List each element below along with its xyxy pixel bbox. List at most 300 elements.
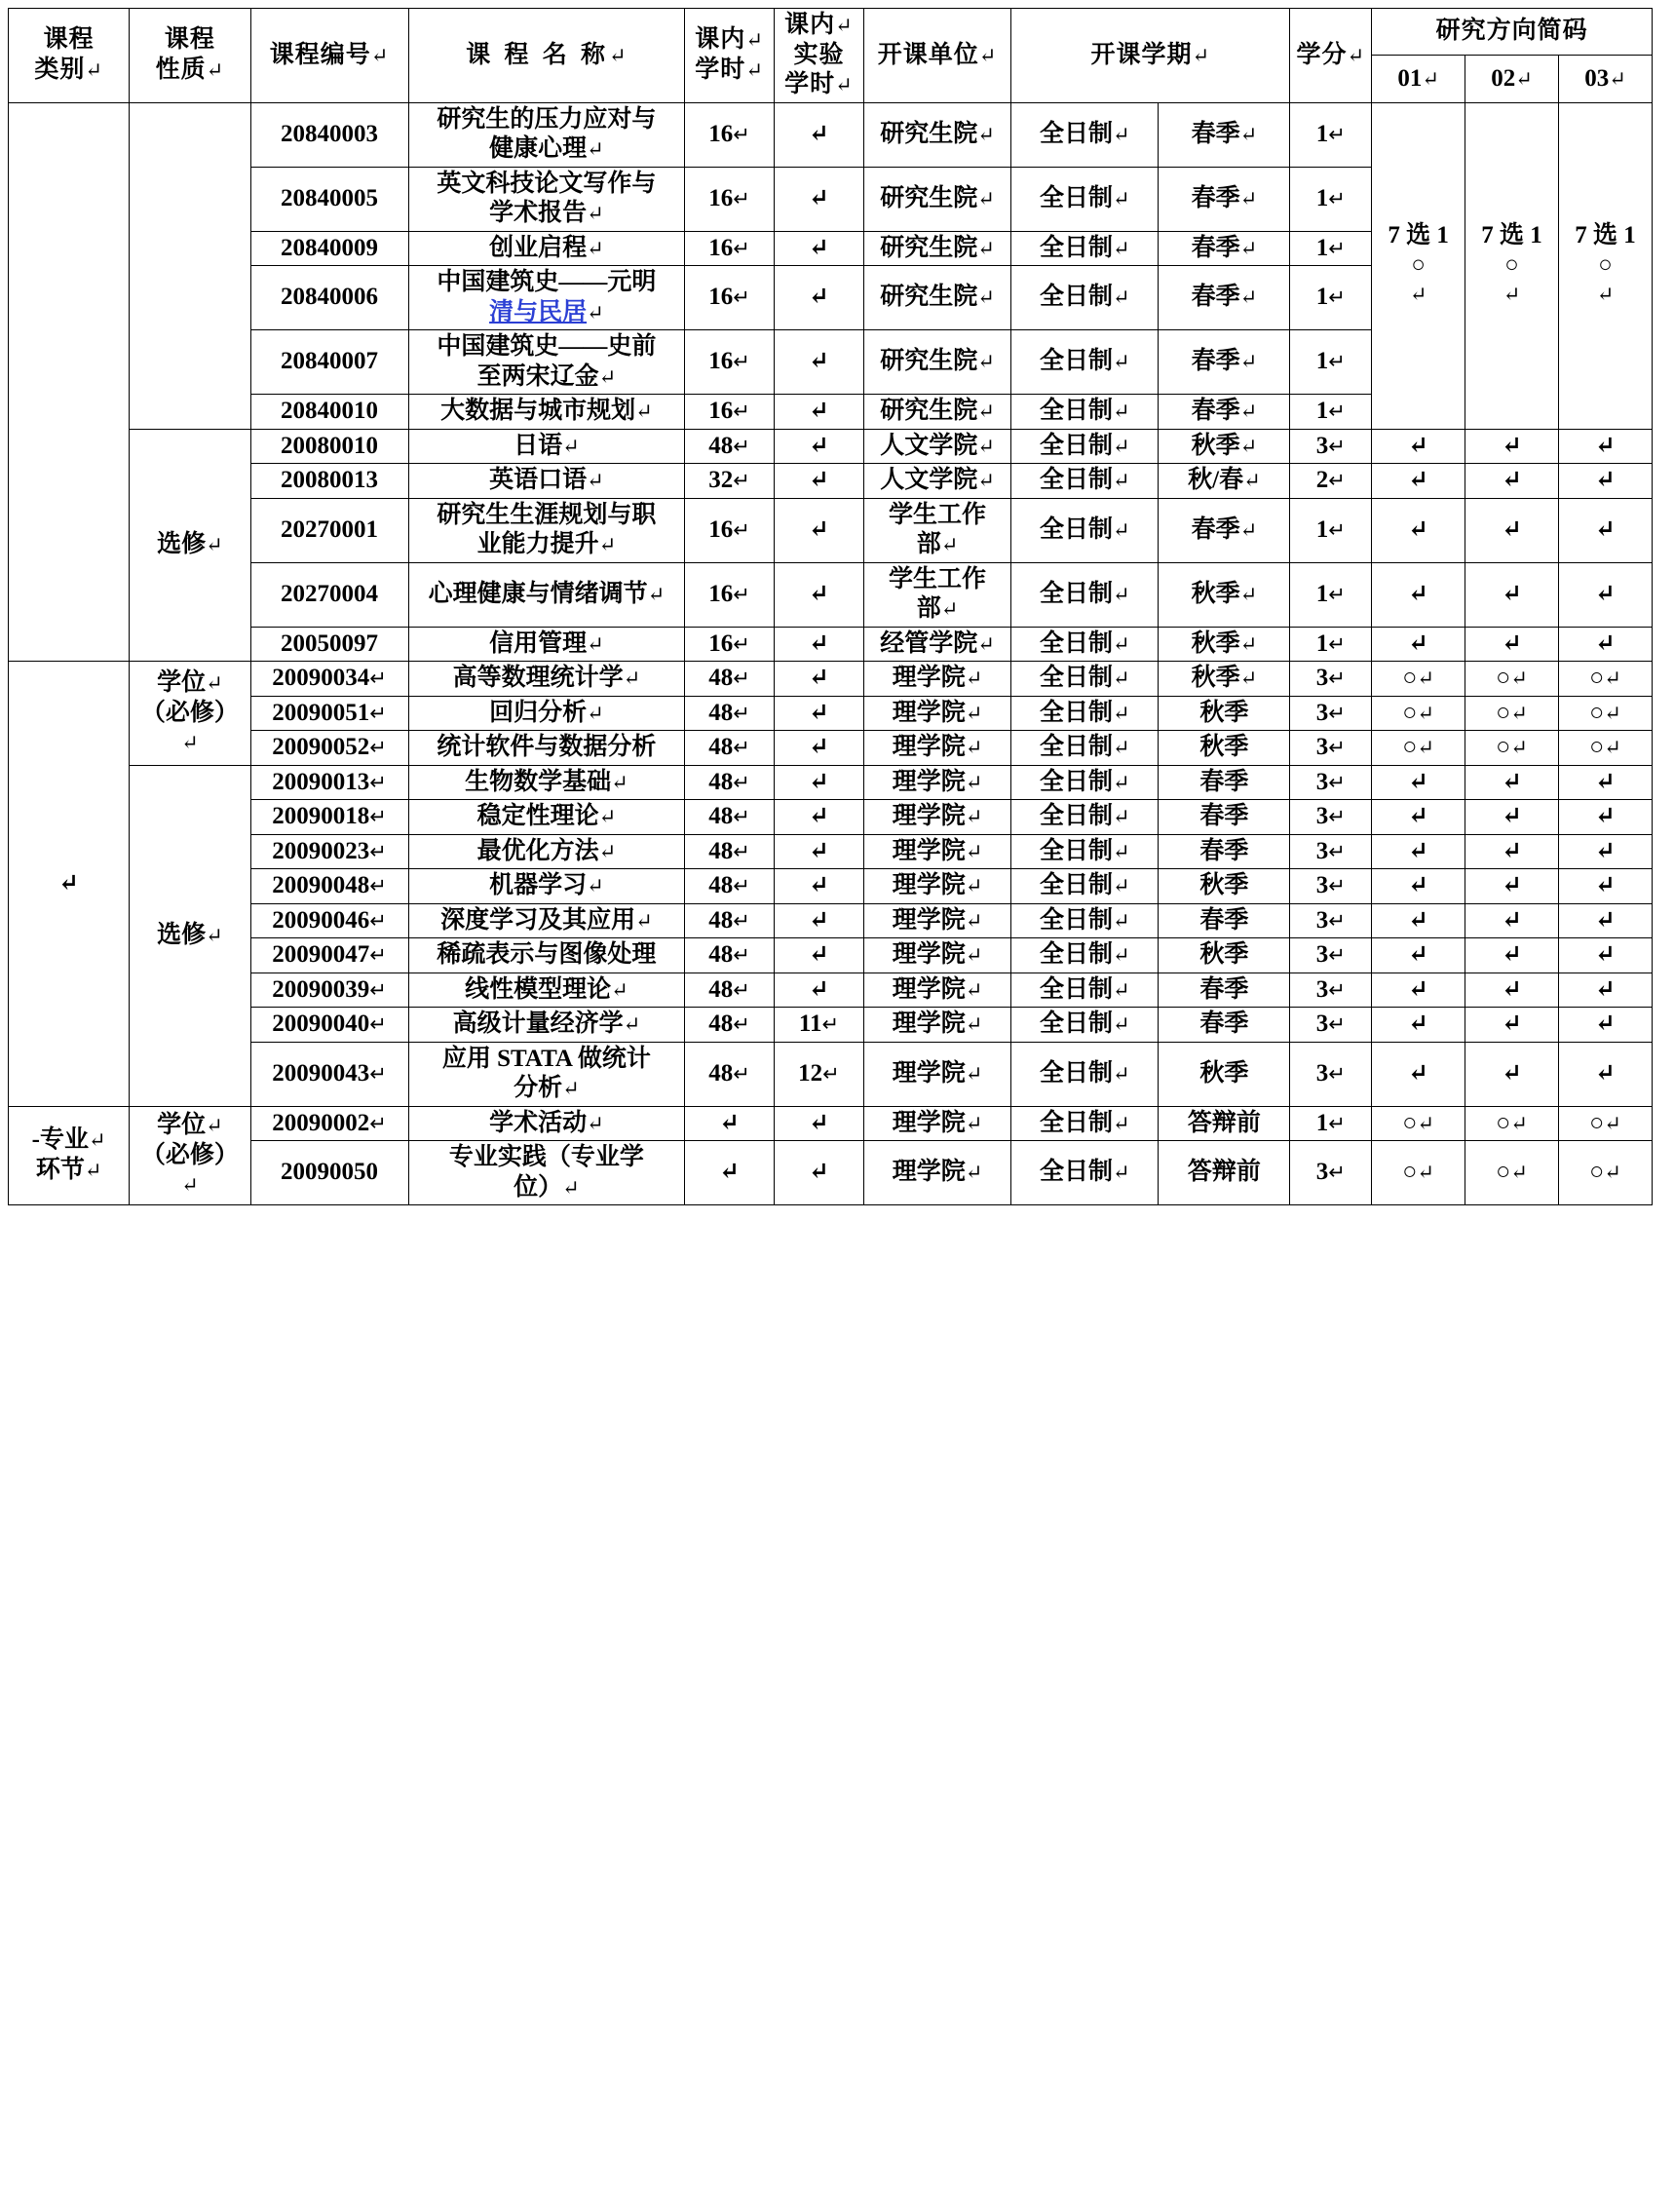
cell-direction-02: ○↵: [1465, 731, 1559, 766]
cell-direction-02: ↵: [1465, 1042, 1559, 1106]
cell-lab-hours: ↵: [775, 167, 864, 231]
cell-course-code: 20090034↵: [250, 662, 408, 697]
cell-offering-unit: 人文学院↵: [863, 429, 1010, 464]
cell-direction-03: ↵: [1558, 562, 1652, 627]
table-row: [9, 429, 1653, 464]
cell-course-code: 20090043↵: [250, 1042, 408, 1106]
cell-class-hours: 32↵: [685, 464, 775, 499]
cell-course-code: 20050097: [250, 627, 408, 662]
cell-course-code: 20090002↵: [250, 1106, 408, 1141]
cell-offering-unit: 研究生院↵: [863, 167, 1010, 231]
cell-direction-02-choose: 7 选 1 ○ ↵: [1465, 102, 1559, 429]
cell-direction-03: ↵: [1558, 834, 1652, 869]
cell-credit: 3↵: [1290, 903, 1372, 938]
cell-direction-03: ↵: [1558, 1008, 1652, 1043]
cell-term-type: 全日制↵: [1011, 1141, 1159, 1205]
cell-class-hours: 48↵: [685, 1008, 775, 1043]
cell-course-category-middle: ↵: [9, 662, 130, 1107]
header-course-category: 课程 类别↵: [9, 9, 130, 103]
cell-course-name: 中国建筑史——元明 清与民居↵: [408, 266, 685, 330]
cell-term-type: 全日制↵: [1011, 627, 1159, 662]
cell-term-season: 春季↵: [1159, 102, 1290, 167]
cell-lab-hours: ↵: [775, 562, 864, 627]
table-row: [9, 731, 1653, 766]
cell-credit: 3↵: [1290, 765, 1372, 800]
cell-direction-03: ↵: [1558, 903, 1652, 938]
cell-class-hours: 48↵: [685, 731, 775, 766]
cell-course-code: 20080013: [250, 464, 408, 499]
cell-class-hours: 48↵: [685, 765, 775, 800]
cell-term-type: 全日制↵: [1011, 800, 1159, 835]
cell-class-hours: 48↵: [685, 869, 775, 904]
cell-direction-02: ↵: [1465, 765, 1559, 800]
cell-direction-03-choose: 7 选 1 ○ ↵: [1558, 102, 1652, 429]
cell-credit: 3↵: [1290, 1141, 1372, 1205]
cell-term-type: 全日制↵: [1011, 1042, 1159, 1106]
cell-direction-02: ↵: [1465, 562, 1559, 627]
cell-direction-01: ↵: [1372, 1008, 1465, 1043]
cell-class-hours: 16↵: [685, 231, 775, 266]
cell-course-name: 研究生的压力应对与 健康心理↵: [408, 102, 685, 167]
cell-class-hours: 48↵: [685, 938, 775, 973]
cell-term-type: 全日制↵: [1011, 395, 1159, 430]
cell-term-season: 春季: [1159, 1008, 1290, 1043]
cell-offering-unit: 经管学院↵: [863, 627, 1010, 662]
cell-course-name: 信用管理↵: [408, 627, 685, 662]
cell-term-type: 全日制↵: [1011, 266, 1159, 330]
cell-class-hours: 48↵: [685, 662, 775, 697]
cell-class-hours: 16↵: [685, 395, 775, 430]
cell-credit: 3↵: [1290, 834, 1372, 869]
cell-direction-02: ↵: [1465, 498, 1559, 562]
cell-course-name: 线性模型理论↵: [408, 973, 685, 1008]
cell-direction-03: ↵: [1558, 800, 1652, 835]
cell-direction-02: ↵: [1465, 903, 1559, 938]
cell-term-season: 秋季: [1159, 731, 1290, 766]
cell-course-code: 20090047↵: [250, 938, 408, 973]
cell-term-season: 春季↵: [1159, 395, 1290, 430]
table-row: [9, 1106, 1653, 1141]
cell-class-hours: 16↵: [685, 167, 775, 231]
cell-credit: 1↵: [1290, 330, 1372, 395]
header-course-nature: 课程 性质↵: [130, 9, 250, 103]
cell-course-name: 高级计量经济学↵: [408, 1008, 685, 1043]
cell-class-hours: 48↵: [685, 834, 775, 869]
cell-term-season: 秋季: [1159, 938, 1290, 973]
cell-direction-03: ↵: [1558, 429, 1652, 464]
cell-lab-hours: ↵: [775, 973, 864, 1008]
cell-nature-degree: 学位↵ （必修）↵: [130, 1106, 250, 1205]
cell-class-hours: 48↵: [685, 903, 775, 938]
cell-course-code: 20270004: [250, 562, 408, 627]
cell-term-season: 答辩前: [1159, 1106, 1290, 1141]
cell-term-type: 全日制↵: [1011, 903, 1159, 938]
cell-direction-01: ↵: [1372, 800, 1465, 835]
cell-credit: 3↵: [1290, 973, 1372, 1008]
cell-direction-01: ○↵: [1372, 662, 1465, 697]
cell-offering-unit: 研究生院↵: [863, 395, 1010, 430]
cell-direction-03: ○↵: [1558, 1141, 1652, 1205]
cell-credit: 3↵: [1290, 1008, 1372, 1043]
cell-offering-unit: 理学院↵: [863, 696, 1010, 731]
cell-nature-elective: 选修↵: [130, 429, 250, 662]
cell-direction-01: ↵: [1372, 1042, 1465, 1106]
cell-term-type: 全日制↵: [1011, 869, 1159, 904]
table-body: [9, 102, 1653, 1205]
cell-direction-02: ↵: [1465, 429, 1559, 464]
cell-course-name: 回归分析↵: [408, 696, 685, 731]
cell-class-hours: 16↵: [685, 627, 775, 662]
cell-credit: 3↵: [1290, 429, 1372, 464]
cell-term-type: 全日制↵: [1011, 429, 1159, 464]
cell-direction-02: ○↵: [1465, 1141, 1559, 1205]
cell-offering-unit: 人文学院↵: [863, 464, 1010, 499]
header-offering-term: 开课学期↵: [1011, 9, 1290, 103]
cell-class-hours: 16↵: [685, 102, 775, 167]
cell-course-name: 大数据与城市规划↵: [408, 395, 685, 430]
cell-direction-01: ↵: [1372, 464, 1465, 499]
cell-term-type: 全日制↵: [1011, 562, 1159, 627]
cell-credit: 3↵: [1290, 1042, 1372, 1106]
cell-course-code: 20090052↵: [250, 731, 408, 766]
cell-course-name: 生物数学基础↵: [408, 765, 685, 800]
cell-credit: 1↵: [1290, 498, 1372, 562]
cell-offering-unit: 理学院↵: [863, 800, 1010, 835]
cell-lab-hours: ↵: [775, 102, 864, 167]
cell-offering-unit: 理学院↵: [863, 938, 1010, 973]
cell-direction-03: ○↵: [1558, 731, 1652, 766]
cell-lab-hours: ↵: [775, 869, 864, 904]
cell-course-name: 稳定性理论↵: [408, 800, 685, 835]
cell-offering-unit: 理学院↵: [863, 903, 1010, 938]
cell-course-name: 日语↵: [408, 429, 685, 464]
cell-direction-03: ↵: [1558, 869, 1652, 904]
cell-direction-01: ↵: [1372, 429, 1465, 464]
cell-term-type: 全日制↵: [1011, 167, 1159, 231]
cell-course-code: 20090050: [250, 1141, 408, 1205]
cell-direction-03: ↵: [1558, 627, 1652, 662]
cell-course-name: 学术活动↵: [408, 1106, 685, 1141]
cell-class-hours: 48↵: [685, 429, 775, 464]
cell-lab-hours: ↵: [775, 696, 864, 731]
cell-course-category-top: [9, 102, 130, 662]
cell-direction-01: ↵: [1372, 562, 1465, 627]
cell-term-season: 答辩前: [1159, 1141, 1290, 1205]
cell-term-type: 全日制↵: [1011, 834, 1159, 869]
cell-credit: 1↵: [1290, 231, 1372, 266]
cell-direction-02: ↵: [1465, 869, 1559, 904]
cell-offering-unit: 理学院↵: [863, 973, 1010, 1008]
cell-direction-01: ↵: [1372, 627, 1465, 662]
cell-credit: 1↵: [1290, 167, 1372, 231]
header-course-category-line1: 课程: [43, 26, 95, 54]
cell-direction-03: ○↵: [1558, 1106, 1652, 1141]
header-course-code: 课程编号↵: [250, 9, 408, 103]
table-row: [9, 562, 1653, 627]
cell-credit: 3↵: [1290, 731, 1372, 766]
table-header: [9, 9, 1653, 103]
table-row: [9, 1008, 1653, 1043]
header-direction-01: 01↵: [1372, 56, 1465, 102]
cell-course-name: 统计软件与数据分析: [408, 731, 685, 766]
cell-offering-unit: 学生工作 部↵: [863, 562, 1010, 627]
cell-course-code: 20090048↵: [250, 869, 408, 904]
cell-direction-03: ↵: [1558, 498, 1652, 562]
cell-credit: 3↵: [1290, 938, 1372, 973]
cell-course-nature-blank: [130, 102, 250, 429]
cell-offering-unit: 研究生院↵: [863, 266, 1010, 330]
cell-offering-unit: 理学院↵: [863, 834, 1010, 869]
cell-offering-unit: 理学院↵: [863, 731, 1010, 766]
cell-credit: 1↵: [1290, 1106, 1372, 1141]
cell-course-code: 20090023↵: [250, 834, 408, 869]
header-direction-03: 03↵: [1558, 56, 1652, 102]
cell-term-season: 秋季↵: [1159, 562, 1290, 627]
cell-term-type: 全日制↵: [1011, 696, 1159, 731]
cell-direction-01: ↵: [1372, 903, 1465, 938]
cell-course-name: 应用 STATA 做统计 分析↵: [408, 1042, 685, 1106]
table-row: [9, 869, 1653, 904]
cell-offering-unit: 理学院↵: [863, 765, 1010, 800]
cell-class-hours: ↵: [685, 1141, 775, 1205]
cell-class-hours: ↵: [685, 1106, 775, 1141]
cell-course-name: 专业实践（专业学 位）↵: [408, 1141, 685, 1205]
cell-course-category-special: -专业↵ 环节↵: [9, 1106, 130, 1205]
cell-direction-02: ○↵: [1465, 696, 1559, 731]
cell-credit: 2↵: [1290, 464, 1372, 499]
cell-direction-01: ↵: [1372, 973, 1465, 1008]
table-row: [9, 834, 1653, 869]
cell-lab-hours: 12↵: [775, 1042, 864, 1106]
cell-offering-unit: 理学院↵: [863, 1106, 1010, 1141]
cell-offering-unit: 学生工作 部↵: [863, 498, 1010, 562]
cell-course-name: 心理健康与情绪调节↵: [408, 562, 685, 627]
cell-credit: 1↵: [1290, 266, 1372, 330]
cell-term-type: 全日制↵: [1011, 464, 1159, 499]
cell-course-code: 20080010: [250, 429, 408, 464]
table-row: [9, 1042, 1653, 1106]
cell-direction-03: ↵: [1558, 973, 1652, 1008]
header-course-nature-line2: 性质: [155, 56, 207, 83]
header-lab-hours: 课内↵ 实验 学时↵: [775, 9, 864, 103]
cell-term-type: 全日制↵: [1011, 330, 1159, 395]
header-course-name: 课 程 名 称↵: [408, 9, 685, 103]
header-course-nature-line1: 课程: [164, 26, 215, 54]
table-row: [9, 800, 1653, 835]
cell-term-season: 秋季↵: [1159, 429, 1290, 464]
cell-direction-01: ○↵: [1372, 1106, 1465, 1141]
cell-term-type: 全日制↵: [1011, 731, 1159, 766]
cell-lab-hours: ↵: [775, 1141, 864, 1205]
header-credit: 学分↵: [1290, 9, 1372, 103]
cell-class-hours: 48↵: [685, 696, 775, 731]
cell-direction-03: ↵: [1558, 765, 1652, 800]
cell-class-hours: 16↵: [685, 498, 775, 562]
cell-credit: 3↵: [1290, 869, 1372, 904]
table-row: [9, 627, 1653, 662]
cell-lab-hours: ↵: [775, 330, 864, 395]
cell-term-season: 秋季: [1159, 869, 1290, 904]
cell-course-code: 20840005: [250, 167, 408, 231]
cell-direction-01: ↵: [1372, 498, 1465, 562]
cell-term-season: 春季↵: [1159, 231, 1290, 266]
cell-lab-hours: 11↵: [775, 1008, 864, 1043]
cell-term-season: 秋季: [1159, 1042, 1290, 1106]
cell-course-name: 稀疏表示与图像处理: [408, 938, 685, 973]
cell-term-type: 全日制↵: [1011, 938, 1159, 973]
cell-term-type: 全日制↵: [1011, 973, 1159, 1008]
cell-direction-03: ○↵: [1558, 696, 1652, 731]
cell-term-season: 春季: [1159, 765, 1290, 800]
cell-lab-hours: ↵: [775, 464, 864, 499]
cell-direction-01: ○↵: [1372, 696, 1465, 731]
cell-credit: 1↵: [1290, 395, 1372, 430]
cell-term-season: 春季↵: [1159, 330, 1290, 395]
cell-direction-01: ↵: [1372, 834, 1465, 869]
cell-offering-unit: 理学院↵: [863, 1008, 1010, 1043]
cell-term-season: 秋季↵: [1159, 662, 1290, 697]
cell-course-code: 20090013↵: [250, 765, 408, 800]
cell-direction-01-choose: 7 选 1 ○ ↵: [1372, 102, 1465, 429]
cell-course-code: 20840010: [250, 395, 408, 430]
cell-direction-02: ↵: [1465, 834, 1559, 869]
cell-course-code: 20840006: [250, 266, 408, 330]
cell-class-hours: 16↵: [685, 330, 775, 395]
cell-lab-hours: ↵: [775, 627, 864, 662]
cell-lab-hours: ↵: [775, 231, 864, 266]
table-row: [9, 464, 1653, 499]
cell-course-code: 20090018↵: [250, 800, 408, 835]
cell-course-name: 机器学习↵: [408, 869, 685, 904]
cell-lab-hours: ↵: [775, 498, 864, 562]
cell-lab-hours: ↵: [775, 731, 864, 766]
cell-course-name: 深度学习及其应用↵: [408, 903, 685, 938]
cell-credit: 1↵: [1290, 102, 1372, 167]
cell-term-season: 秋季↵: [1159, 627, 1290, 662]
cell-class-hours: 16↵: [685, 266, 775, 330]
table-row: [9, 102, 1653, 167]
cell-course-code: 20840003: [250, 102, 408, 167]
cell-class-hours: 48↵: [685, 973, 775, 1008]
cell-lab-hours: ↵: [775, 1106, 864, 1141]
cell-direction-03: ↵: [1558, 1042, 1652, 1106]
cell-term-type: 全日制↵: [1011, 498, 1159, 562]
cell-direction-01: ○↵: [1372, 731, 1465, 766]
cell-offering-unit: 研究生院↵: [863, 231, 1010, 266]
header-row-1: [9, 9, 1653, 56]
cell-direction-02: ↵: [1465, 464, 1559, 499]
cell-course-name: 最优化方法↵: [408, 834, 685, 869]
header-class-hours: 课内↵ 学时↵: [685, 9, 775, 103]
cell-nature-degree: 学位↵ （必修）↵: [130, 662, 250, 766]
cell-course-name: 英文科技论文写作与 学术报告↵: [408, 167, 685, 231]
table-row: [9, 696, 1653, 731]
cell-credit: 3↵: [1290, 696, 1372, 731]
header-offering-unit: 开课单位↵: [863, 9, 1010, 103]
cell-course-name: 中国建筑史——史前 至两宋辽金↵: [408, 330, 685, 395]
cell-credit: 3↵: [1290, 800, 1372, 835]
cell-course-code: 20270001: [250, 498, 408, 562]
cell-term-type: 全日制↵: [1011, 765, 1159, 800]
cell-offering-unit: 理学院↵: [863, 869, 1010, 904]
cell-course-name: 高等数理统计学↵: [408, 662, 685, 697]
cell-direction-01: ↵: [1372, 765, 1465, 800]
cell-course-name: 创业启程↵: [408, 231, 685, 266]
cell-term-season: 春季: [1159, 834, 1290, 869]
cell-nature-elective: 选修↵: [130, 765, 250, 1106]
cell-direction-01: ↵: [1372, 938, 1465, 973]
cell-term-season: 春季: [1159, 903, 1290, 938]
table-row: [9, 498, 1653, 562]
header-course-category-line2: 类别: [34, 56, 86, 83]
cell-term-season: 春季↵: [1159, 498, 1290, 562]
cell-direction-03: ↵: [1558, 464, 1652, 499]
cell-course-name: 英语口语↵: [408, 464, 685, 499]
table-row: [9, 765, 1653, 800]
cell-term-season: 秋季: [1159, 696, 1290, 731]
cell-course-code: 20090046↵: [250, 903, 408, 938]
cell-term-type: 全日制↵: [1011, 1008, 1159, 1043]
cell-term-type: 全日制↵: [1011, 662, 1159, 697]
cell-lab-hours: ↵: [775, 266, 864, 330]
cell-lab-hours: ↵: [775, 765, 864, 800]
cell-direction-03: ↵: [1558, 938, 1652, 973]
cell-direction-03: ○↵: [1558, 662, 1652, 697]
cell-direction-02: ↵: [1465, 1008, 1559, 1043]
cell-lab-hours: ↵: [775, 395, 864, 430]
table-row: [9, 903, 1653, 938]
cell-term-season: 春季↵: [1159, 266, 1290, 330]
cell-offering-unit: 研究生院↵: [863, 102, 1010, 167]
cell-term-type: 全日制↵: [1011, 1106, 1159, 1141]
cell-lab-hours: ↵: [775, 903, 864, 938]
cell-direction-02: ○↵: [1465, 1106, 1559, 1141]
cell-direction-02: ↵: [1465, 800, 1559, 835]
cell-offering-unit: 理学院↵: [863, 1042, 1010, 1106]
cell-direction-02: ○↵: [1465, 662, 1559, 697]
cell-class-hours: 48↵: [685, 1042, 775, 1106]
course-table: [8, 8, 1653, 1205]
cell-lab-hours: ↵: [775, 662, 864, 697]
cell-course-code: 20090039↵: [250, 973, 408, 1008]
cell-term-type: 全日制↵: [1011, 231, 1159, 266]
table-row: [9, 662, 1653, 697]
cell-offering-unit: 理学院↵: [863, 662, 1010, 697]
cell-direction-01: ○↵: [1372, 1141, 1465, 1205]
cell-term-season: 秋/春↵: [1159, 464, 1290, 499]
header-direction-02: 02↵: [1465, 56, 1559, 102]
cell-direction-01: ↵: [1372, 869, 1465, 904]
cell-class-hours: 16↵: [685, 562, 775, 627]
cell-direction-02: ↵: [1465, 973, 1559, 1008]
table-row: [9, 1141, 1653, 1205]
cell-lab-hours: ↵: [775, 800, 864, 835]
cell-direction-02: ↵: [1465, 627, 1559, 662]
cell-course-code: 20840009: [250, 231, 408, 266]
cell-offering-unit: 研究生院↵: [863, 330, 1010, 395]
cell-course-code: 20090051↵: [250, 696, 408, 731]
cell-credit: 1↵: [1290, 627, 1372, 662]
header-research-direction: 研究方向简码: [1372, 9, 1653, 56]
cell-direction-02: ↵: [1465, 938, 1559, 973]
cell-credit: 3↵: [1290, 662, 1372, 697]
cell-class-hours: 48↵: [685, 800, 775, 835]
cell-term-type: 全日制↵: [1011, 102, 1159, 167]
cell-term-season: 春季: [1159, 973, 1290, 1008]
cell-course-code: 20090040↵: [250, 1008, 408, 1043]
cell-term-season: 春季↵: [1159, 167, 1290, 231]
table-row: [9, 938, 1653, 973]
